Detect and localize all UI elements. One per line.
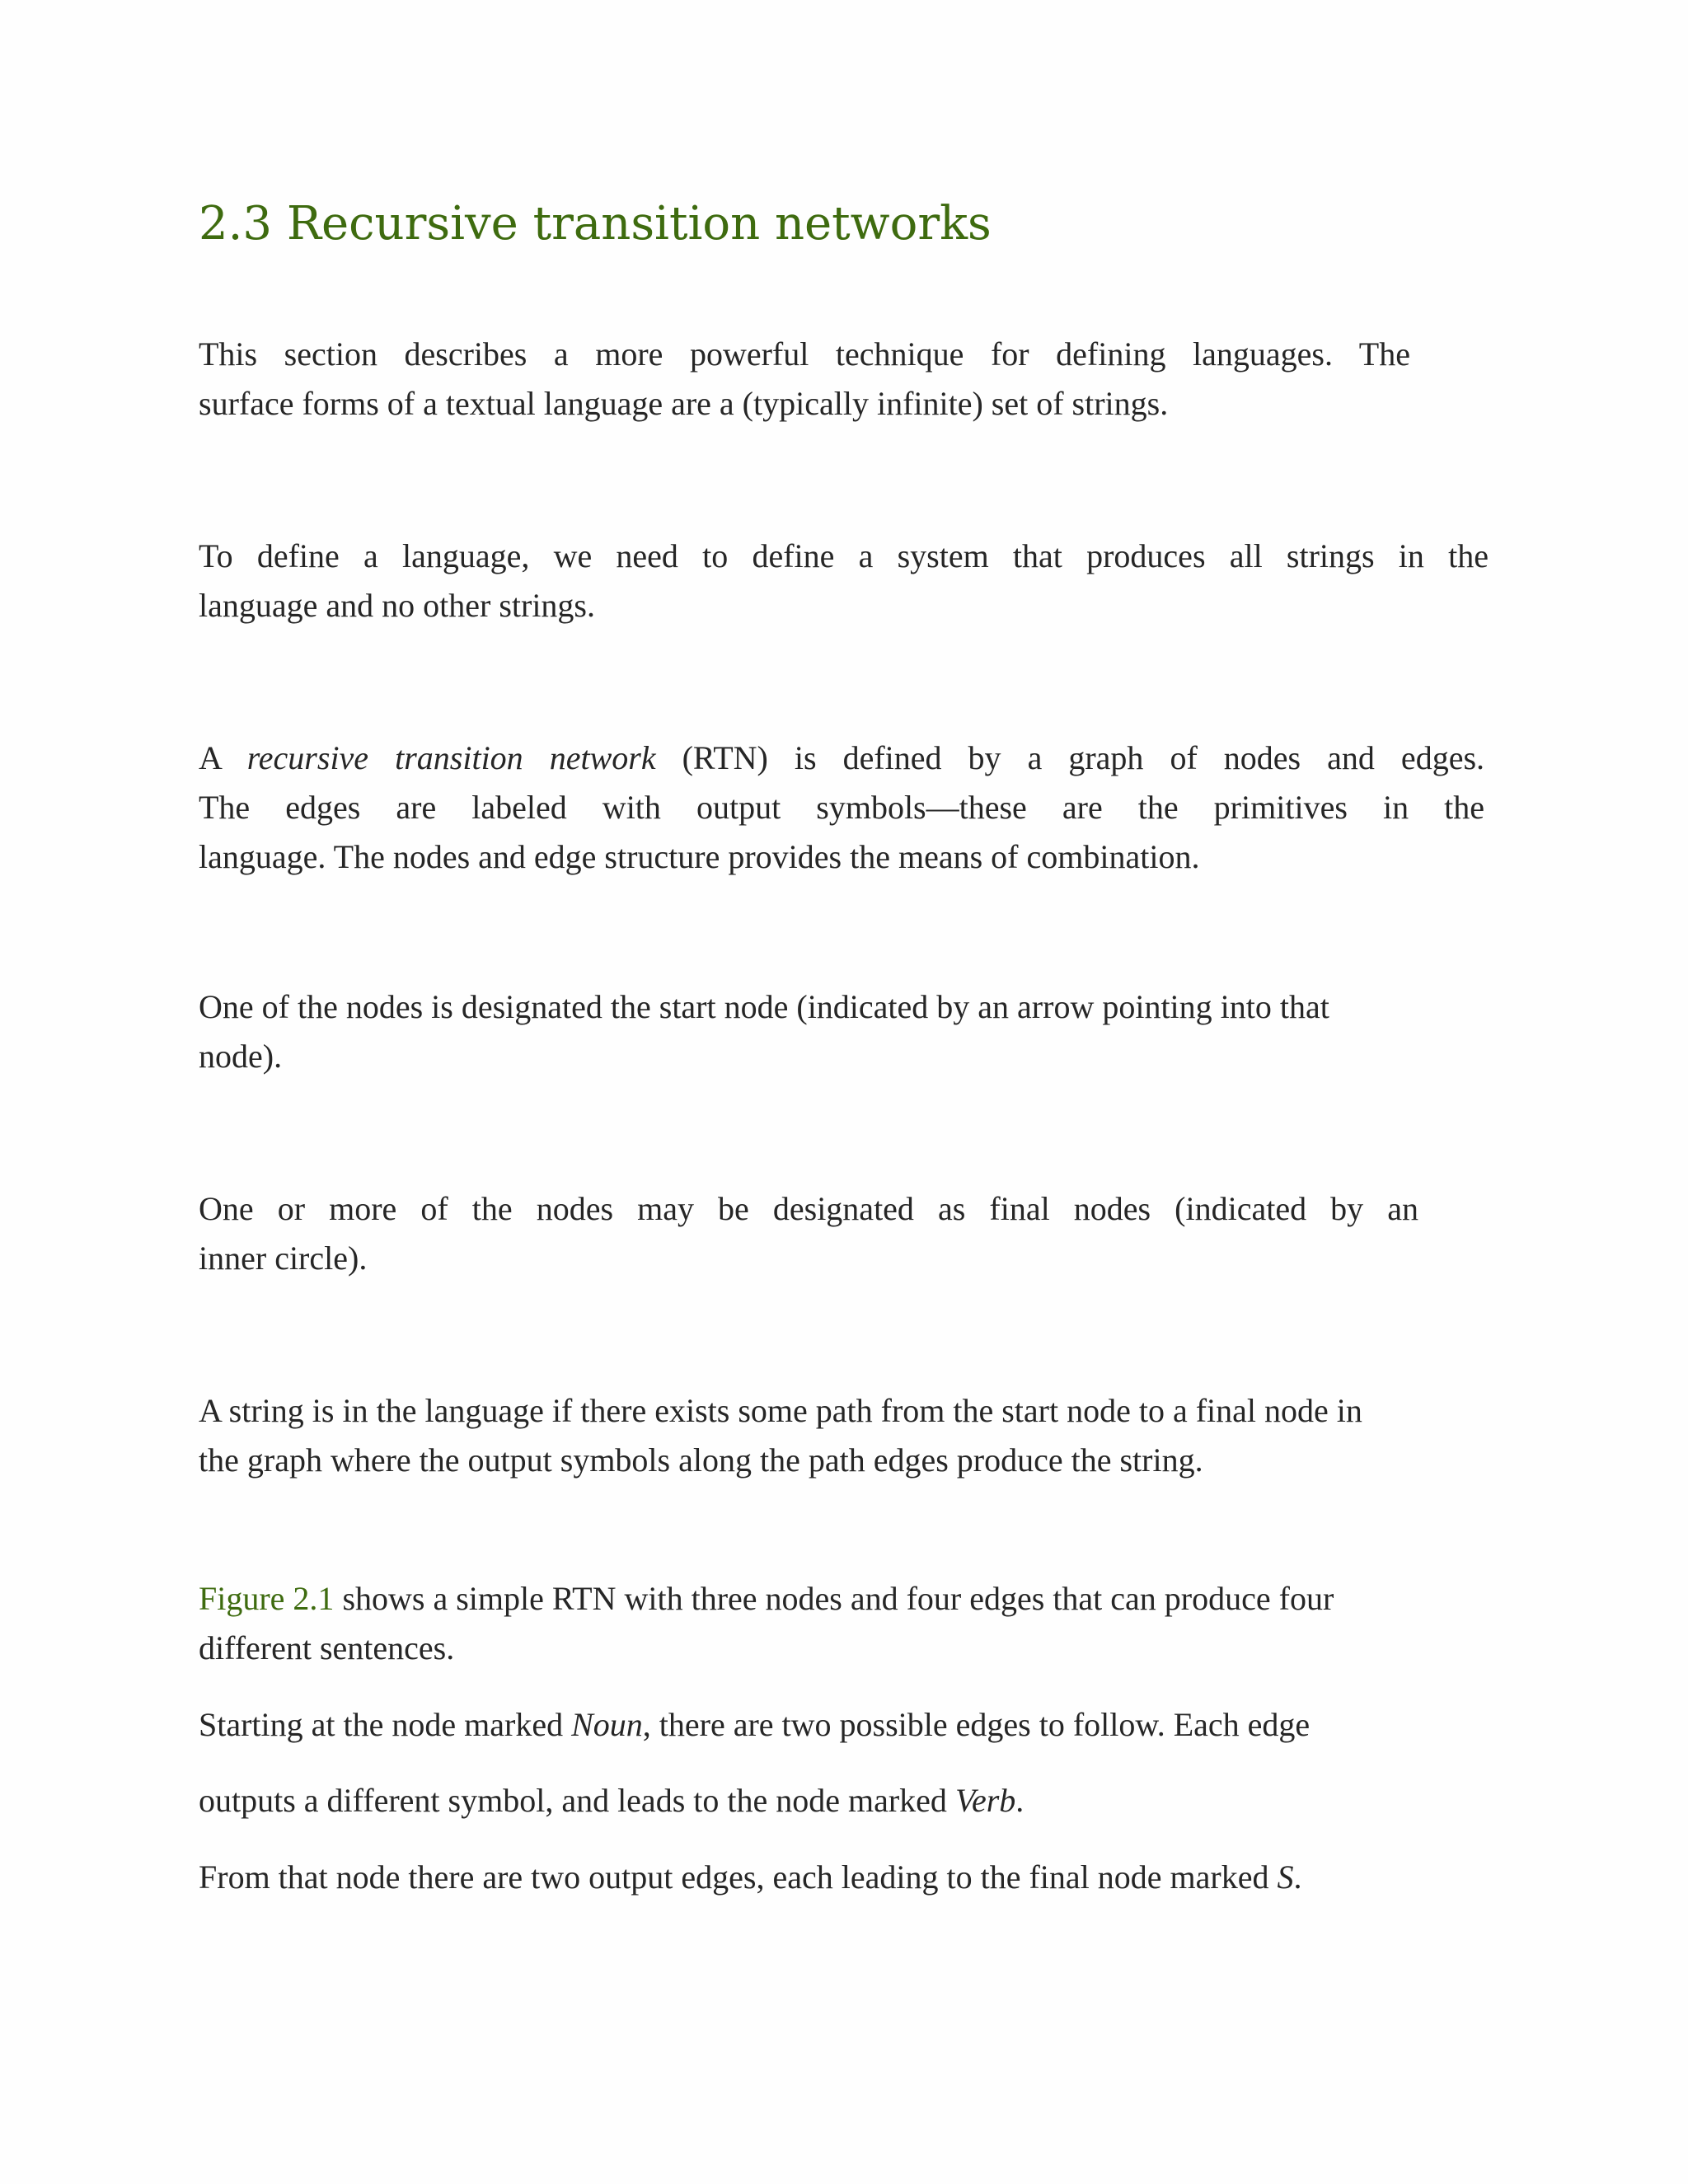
text-run: . bbox=[1015, 1782, 1025, 1819]
paragraph-final-nodes bbox=[199, 1184, 1418, 1283]
paragraph-line bbox=[199, 733, 1484, 783]
text-run: From that node there are two output edges, each leading to the final node marked bbox=[199, 1858, 1278, 1896]
text-run: . bbox=[1293, 1858, 1302, 1896]
paragraph-line: A string is in the language if there exists some path from the start node to a final node in bbox=[199, 1392, 1362, 1429]
paragraph-rtn-definition bbox=[199, 733, 1484, 882]
paragraph-intro bbox=[199, 330, 1410, 429]
paragraph-line: One or more of the nodes may be designated as final nodes (indicated by an bbox=[199, 1190, 1418, 1227]
paragraph-line: To define a language, we need to define a system that produces all strings in the bbox=[199, 537, 1489, 574]
paragraph-figure-reference bbox=[199, 1574, 1497, 1673]
section-heading: 2.3 Recursive transition networks bbox=[199, 197, 992, 251]
paragraph-line: different sentences. bbox=[199, 1629, 455, 1666]
defined-term: recursive transition network bbox=[246, 739, 656, 776]
paragraph-start-node bbox=[199, 982, 1501, 1081]
figure-link[interactable]: Figure 2.1 bbox=[199, 1580, 335, 1617]
paragraph-line bbox=[199, 1853, 1517, 1902]
paragraph-line: The edges are labeled with output symbols—these are the primitives in the bbox=[199, 789, 1484, 826]
paragraph-line: surface forms of a textual language are a (typically infinite) set of strings. bbox=[199, 385, 1169, 422]
node-name: Noun bbox=[571, 1706, 643, 1743]
node-name: Verb bbox=[954, 1782, 1016, 1819]
paragraph-verb-node bbox=[199, 1776, 1517, 1825]
paragraph-define-language bbox=[199, 532, 1489, 630]
paragraph-string-in-language bbox=[199, 1386, 1497, 1485]
paragraph-final-node-s bbox=[199, 1853, 1517, 1902]
paragraph-noun-node bbox=[199, 1700, 1517, 1750]
node-name: S bbox=[1277, 1858, 1294, 1896]
text-run: (RTN) is defined by a graph of nodes and edges. bbox=[655, 739, 1485, 776]
paragraph-line: language. The nodes and edge structure provides the means of combination. bbox=[199, 838, 1200, 875]
paragraph-line bbox=[199, 1700, 1517, 1750]
paragraph-line: the graph where the output symbols along the path edges produce the string. bbox=[199, 1441, 1203, 1479]
paragraph-line: node). bbox=[199, 1038, 283, 1075]
text-run: Starting at the node marked bbox=[199, 1706, 572, 1743]
paragraph-line: This section describes a more powerful technique for defining languages. The bbox=[199, 335, 1410, 373]
paragraph-line bbox=[199, 1574, 1497, 1624]
text-run: outputs a different symbol, and leads to the node marked bbox=[199, 1782, 955, 1819]
text-run: shows a simple RTN with three nodes and four edges that can produce four bbox=[334, 1580, 1334, 1617]
text-run: A bbox=[199, 739, 247, 776]
paragraph-line: inner circle). bbox=[199, 1240, 368, 1277]
paragraph-line: One of the nodes is designated the start node (indicated by an arrow pointing into that bbox=[199, 988, 1329, 1025]
text-run: , there are two possible edges to follow. Each edge bbox=[642, 1706, 1311, 1743]
paragraph-line bbox=[199, 1776, 1517, 1825]
paragraph-line: language and no other strings. bbox=[199, 587, 595, 624]
